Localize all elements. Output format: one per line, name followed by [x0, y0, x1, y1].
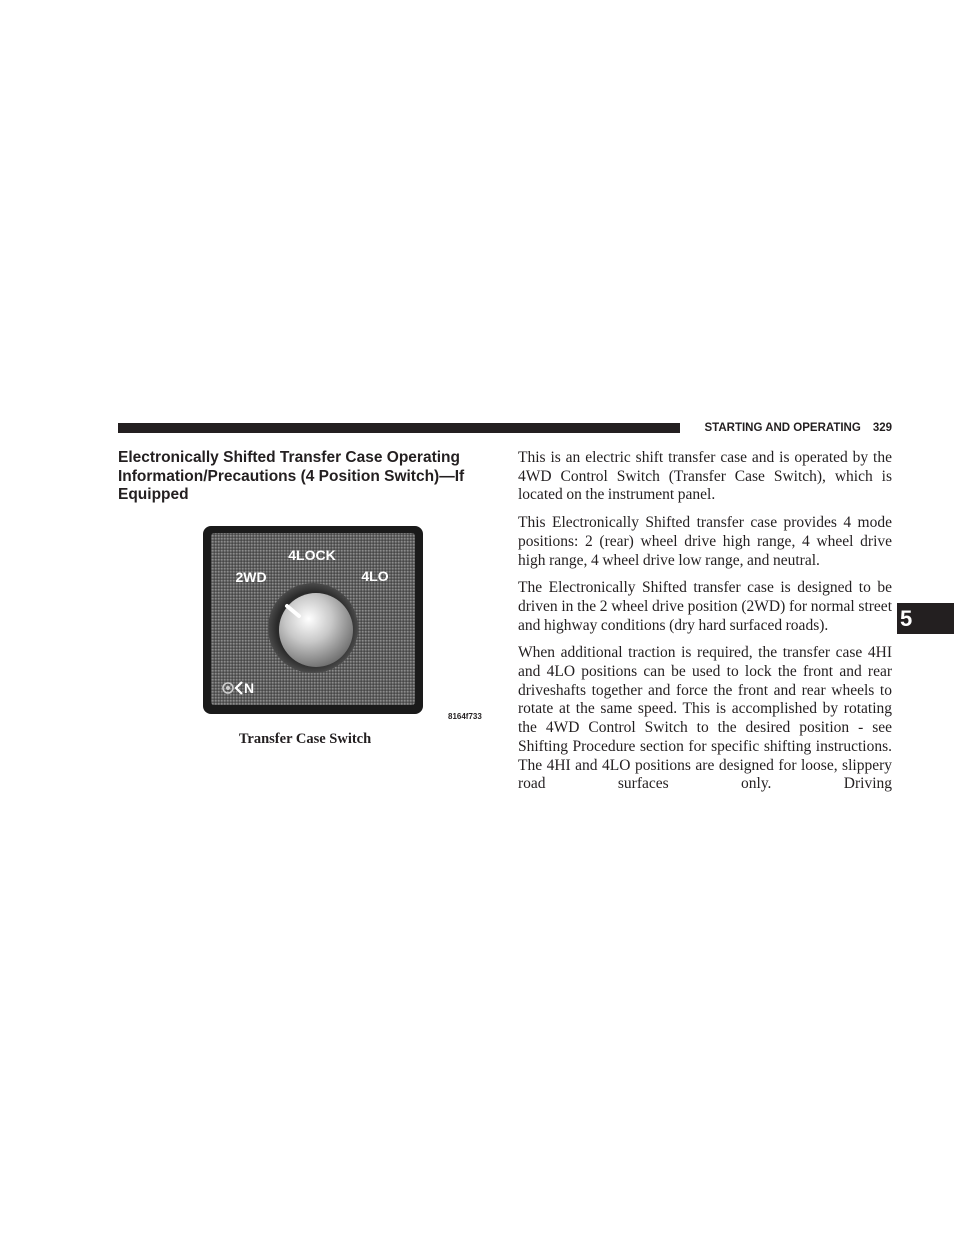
paragraph: This is an electric shift transfer case and is operated by the 4WD Control Switch (Transfer Case Switch), which is located on the instrument panel. — [518, 449, 892, 504]
figure-code: 8164f733 — [448, 712, 482, 721]
selector-knob[interactable] — [279, 593, 353, 667]
chapter-tab: 5 — [897, 603, 954, 634]
label-4lo: 4LO — [361, 568, 389, 584]
figure-caption: Transfer Case Switch — [238, 731, 372, 747]
section-title: Electronically Shifted Transfer Case Operating Information/Precautions (4 Position Switch)—If Equipped — [118, 449, 465, 503]
header-section: STARTING AND OPERATING — [704, 422, 861, 434]
page-number: 329 — [872, 422, 892, 434]
neutral-indicator-dot — [226, 686, 230, 690]
label-2wd: 2WD — [235, 569, 267, 585]
paragraph: The Electronically Shifted transfer case is designed to be driven in the 2 wheel drive position (2WD) for normal street and highway conditions (dry hard surfaced roads). — [518, 579, 892, 634]
paragraph: This Electronically Shifted transfer case provides 4 mode positions: 2 (rear) wheel drive high range, 4 wheel drive high range, 4 wheel drive low range, and neutral. — [518, 514, 892, 569]
running-header — [688, 420, 892, 436]
transfer-case-switch-figure — [203, 526, 423, 714]
label-neutral: N — [244, 680, 255, 696]
body-text-column — [518, 449, 892, 803]
paragraph: When additional traction is required, the transfer case 4HI and 4LO positions can be used to lock the front and rear driveshafts together and force the front and rear wheels to rotate at the same speed. This is accomplished by rotating the 4WD Control Switch to the desired position - see Shifting Procedure section for specific shifting instructions. The 4HI and 4LO positions are designed for loose, slippery road surfaces only. Driving — [518, 644, 892, 793]
label-4lock: 4LOCK — [288, 547, 336, 563]
header-rule — [118, 423, 680, 433]
